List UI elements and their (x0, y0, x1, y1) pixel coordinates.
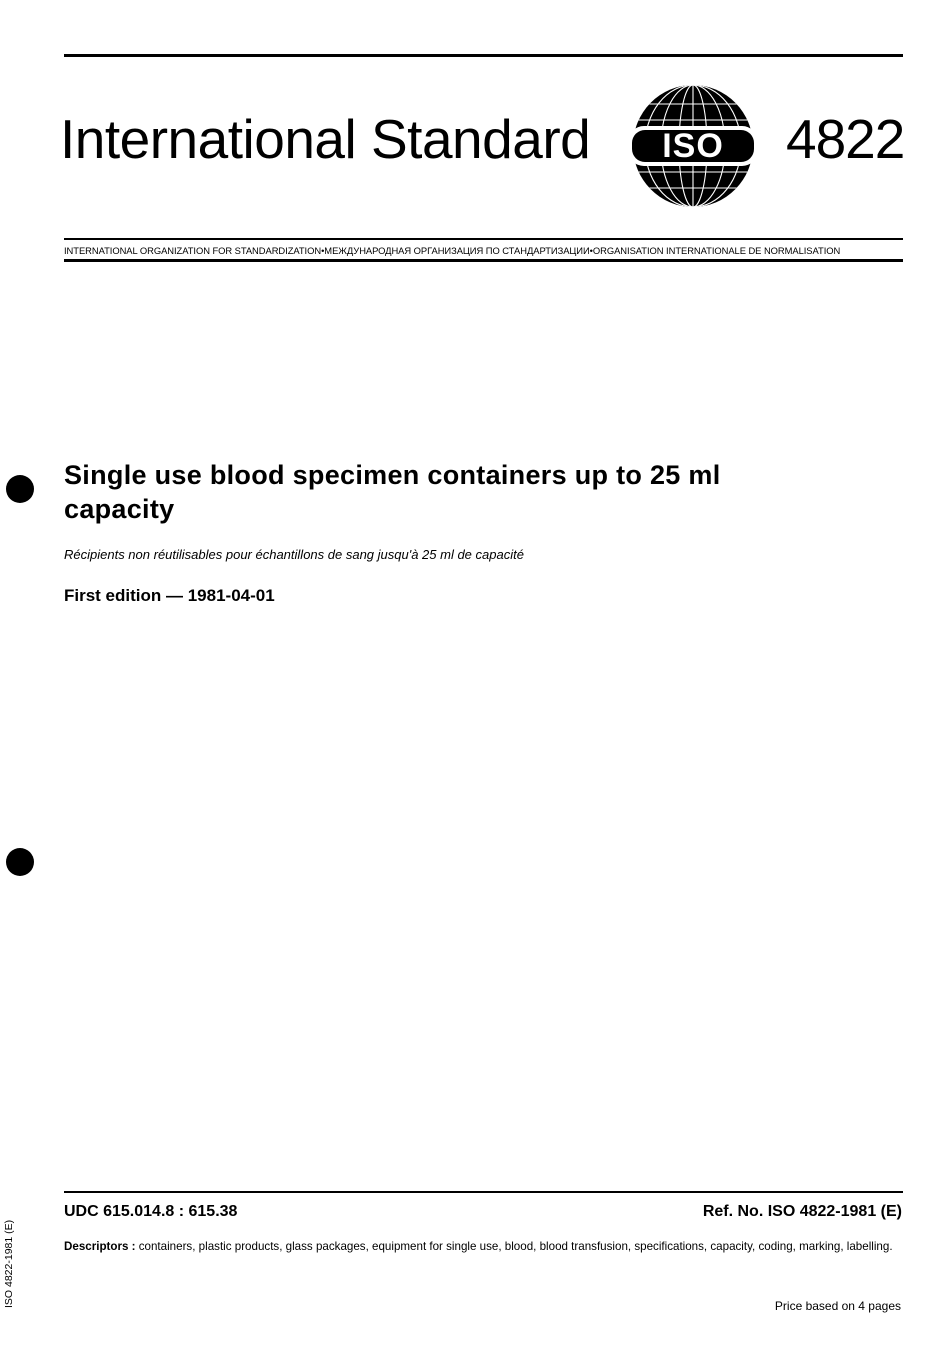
punch-hole-mark (6, 848, 34, 876)
organization-line: INTERNATIONAL ORGANIZATION FOR STANDARDIZATION•МЕЖДУНАРОДНАЯ ОРГАНИЗАЦИЯ ПО СТАНДАРТИЗАЦИИ•ORGANISATION INTERNATIONALE DE NORMALISATION (64, 245, 841, 256)
top-rule (64, 54, 903, 57)
organization-rule-bottom (64, 259, 903, 262)
footer-rule (64, 1191, 903, 1193)
document-title-french: Récipients non réutilisables pour échantillons de sang jusqu'à 25 ml de capacité (64, 547, 524, 562)
reference-number: Ref. No. ISO 4822-1981 (E) (702, 1203, 902, 1220)
side-reference: ISO 4822-1981 (E) (3, 1219, 15, 1308)
header-title: International Standard (60, 108, 591, 170)
descriptors-text: containers, plastic products, glass packages, equipment for single use, blood, blood transfusion, specifications, capacity, coding, marking, labelling. (135, 1240, 893, 1253)
edition-date: First edition — 1981-04-01 (64, 586, 275, 605)
standard-number: 4822 (786, 108, 905, 170)
document-title: Single use blood specimen containers up to 25 ml capacity (64, 460, 721, 524)
udc-code: UDC 615.014.8 : 615.38 (64, 1203, 238, 1220)
organization-rule-top (64, 238, 903, 240)
iso-logo (622, 82, 764, 210)
price-note: Price based on 4 pages (774, 1299, 901, 1313)
descriptors (64, 1238, 903, 1255)
descriptors-label: Descriptors : (64, 1240, 136, 1253)
punch-hole-mark (6, 475, 34, 503)
iso-logo-text: ISO (662, 127, 724, 165)
